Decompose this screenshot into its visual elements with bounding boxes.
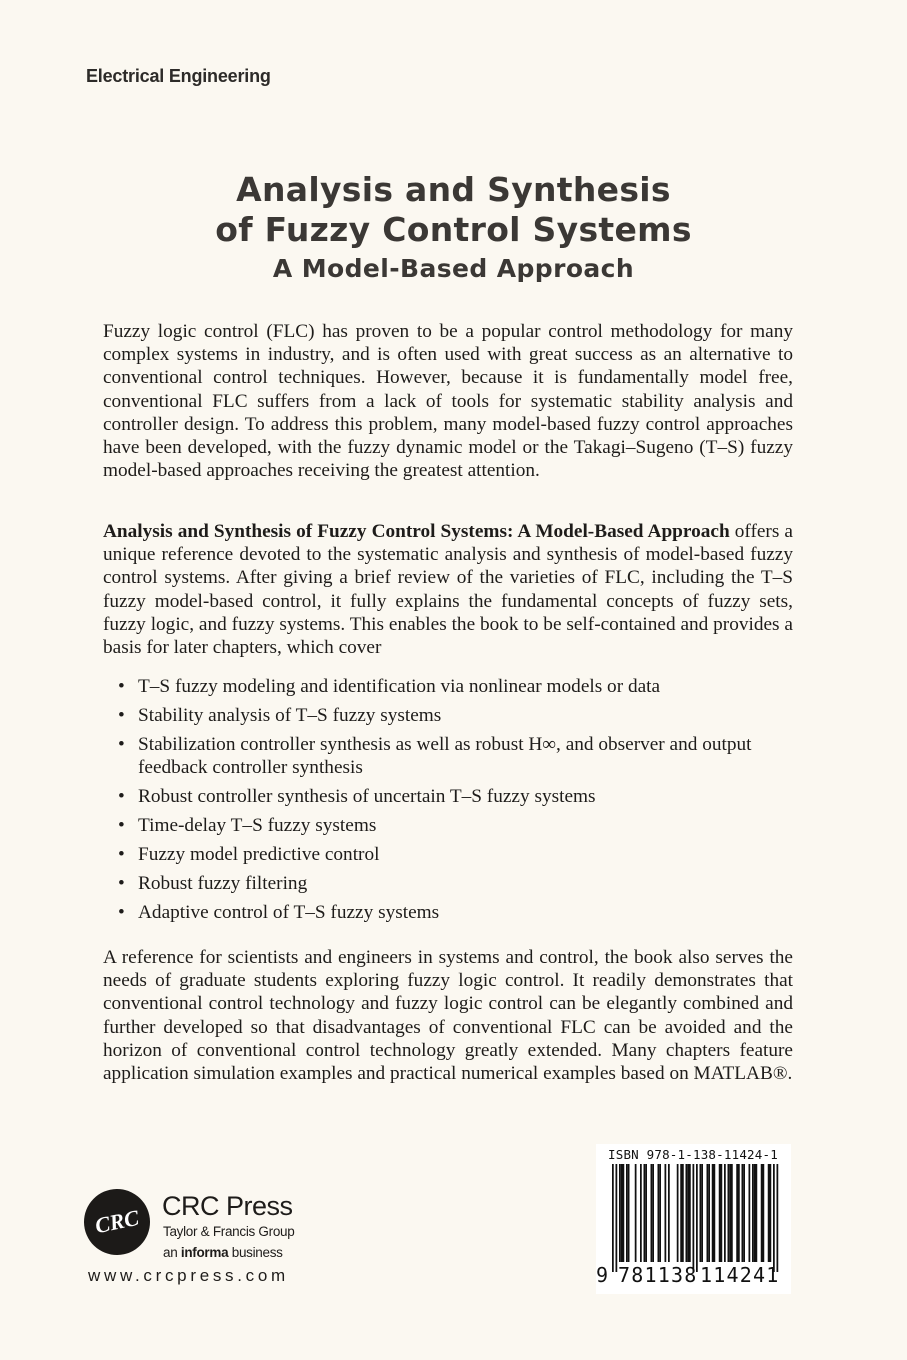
description-paragraph-3: A reference for scientists and engineers in systems and control, the book also serves the needs of graduate students exploring fuzzy logic control. It readily demonstrates that conventional control technology and fuzzy logic control can be elegantly combined and further developed so that disadvantages of conventional FLC can be avoided and the horizon of conventional control technology greatly extended. Many chapters feature application simulation examples and practical numerical examples based on MATLAB®. <box>103 947 793 1085</box>
barcode-bar <box>721 1164 723 1262</box>
barcode-bar <box>729 1164 731 1262</box>
barcode-bar <box>700 1164 702 1262</box>
barcode-bar <box>689 1164 691 1262</box>
topic-item: • Time-delay T–S fuzzy systems <box>118 814 798 837</box>
topic-item: • Fuzzy model predictive control <box>118 843 798 866</box>
publisher-name: CRC Press <box>162 1191 293 1221</box>
barcode-icon <box>596 1162 791 1274</box>
title-line-2: of Fuzzy Control Systems <box>215 210 692 249</box>
barcode-bar <box>770 1164 772 1262</box>
paragraph-2-text: offers a unique reference devoted to the systematic analysis and synthesis of model-based fuzzy control systems. After giving a brief review of the varieties of FLC, including the T–S fuzzy model-based control, it fully explains the fundamental concepts of fuzzy sets, fuzzy logic, and fuzzy systems. This enables the book to be self-contained and provides a basis for later chapters, which cover <box>103 521 793 659</box>
barcode-bar <box>701 1164 703 1262</box>
informa-suffix: business <box>228 1245 283 1260</box>
barcode-bar <box>628 1164 630 1262</box>
barcode-bar <box>645 1164 647 1262</box>
barcode-bar <box>742 1164 744 1262</box>
topic-item: • Robust fuzzy filtering <box>118 872 798 895</box>
barcode-bar <box>626 1164 628 1262</box>
book-subtitle: A Model-Based Approach <box>272 254 635 283</box>
topic-item: • T–S fuzzy modeling and identification via nonlinear models or data <box>118 675 798 698</box>
book-title <box>0 170 907 286</box>
barcode-bar <box>682 1164 684 1262</box>
barcode-bar <box>754 1164 756 1262</box>
barcode-bar <box>659 1164 661 1262</box>
barcode-bar <box>773 1164 775 1272</box>
barcode-bar <box>686 1164 688 1262</box>
barcode-bar <box>708 1164 710 1262</box>
barcode-bar <box>736 1164 738 1262</box>
informa-line <box>163 1245 283 1260</box>
barcode-bar <box>768 1164 770 1262</box>
barcode-digits-right: 114241 <box>700 1263 780 1287</box>
barcode-bar <box>714 1164 716 1262</box>
barcode-bar <box>640 1164 642 1262</box>
barcode-bar <box>712 1164 714 1262</box>
barcode-bar <box>693 1164 695 1272</box>
title-line-1: Analysis and Synthesis <box>236 170 671 209</box>
barcode-bar <box>616 1164 618 1272</box>
barcode-bar <box>761 1164 763 1262</box>
barcode-bar <box>731 1164 733 1262</box>
crc-logo-icon: CRC <box>78 1183 156 1261</box>
barcode-bar <box>738 1164 740 1262</box>
barcode-bar <box>623 1164 625 1262</box>
barcode-bar <box>752 1164 754 1262</box>
barcode-digit-first: 9 <box>596 1263 609 1287</box>
barcode-bar <box>652 1164 654 1262</box>
topic-item: • Robust controller synthesis of uncertain T–S fuzzy systems <box>118 785 798 808</box>
barcode-bar <box>707 1164 709 1262</box>
barcode-bar <box>677 1164 679 1262</box>
barcode-bar <box>763 1164 765 1262</box>
topics-list <box>118 675 798 930</box>
barcode-bar <box>719 1164 721 1262</box>
topic-item: • Stability analysis of T–S fuzzy systems <box>118 704 798 727</box>
barcode-bar <box>743 1164 745 1262</box>
barcode-bar <box>749 1164 751 1262</box>
barcode-bar <box>644 1164 646 1262</box>
isbn-barcode <box>596 1144 791 1294</box>
barcode-bar <box>724 1164 726 1262</box>
book-title-inline: Analysis and Synthesis of Fuzzy Control Systems: A Model-Based Approach <box>103 521 730 542</box>
informa-prefix: an <box>163 1245 181 1260</box>
publisher-block <box>84 1187 364 1297</box>
publisher-website[interactable]: www.crcpress.com <box>88 1266 289 1285</box>
barcode-bar <box>680 1164 682 1262</box>
barcode-bar <box>687 1164 689 1262</box>
barcode-bar <box>696 1164 698 1272</box>
description-paragraph-2 <box>103 520 793 659</box>
barcode-bar <box>665 1164 667 1262</box>
barcode-bar <box>612 1164 614 1272</box>
topic-item: • Stabilization controller synthesis as well as robust H∞, and observer and output feedback controller synthesis <box>118 733 798 779</box>
barcode-bar <box>619 1164 621 1262</box>
informa-brand: informa <box>180 1245 229 1260</box>
category-label: Electrical Engineering <box>86 66 271 86</box>
topic-item: • Adaptive control of T–S fuzzy systems <box>118 901 798 924</box>
barcode-digits-left: 781138 <box>618 1263 698 1287</box>
barcode-bar <box>728 1164 730 1262</box>
publisher-group: Taylor & Francis Group <box>163 1224 295 1239</box>
isbn-label: ISBN 978-1-138-11424-1 <box>608 1147 778 1162</box>
barcode-bar <box>621 1164 623 1262</box>
barcode-bar <box>777 1164 779 1272</box>
barcode-bar <box>651 1164 653 1262</box>
description-paragraph-1: Fuzzy logic control (FLC) has proven to be a popular control methodology for many complex systems in industry, and is often used with great success as an alternative to conventional control techniques. However, because it is fundamentally model free, conventional FLC suffers from a lack of tools for systematic stability analysis and controller design. To address this problem, many model-based fuzzy control approaches have been developed, with the fuzzy dynamic model or the Takagi–Sugeno (T–S) fuzzy model-based approaches receiving the greatest attention. <box>103 321 793 482</box>
barcode-bar <box>635 1164 637 1262</box>
barcode-bar <box>756 1164 758 1262</box>
barcode-bar <box>658 1164 660 1262</box>
barcode-bar <box>668 1164 670 1262</box>
